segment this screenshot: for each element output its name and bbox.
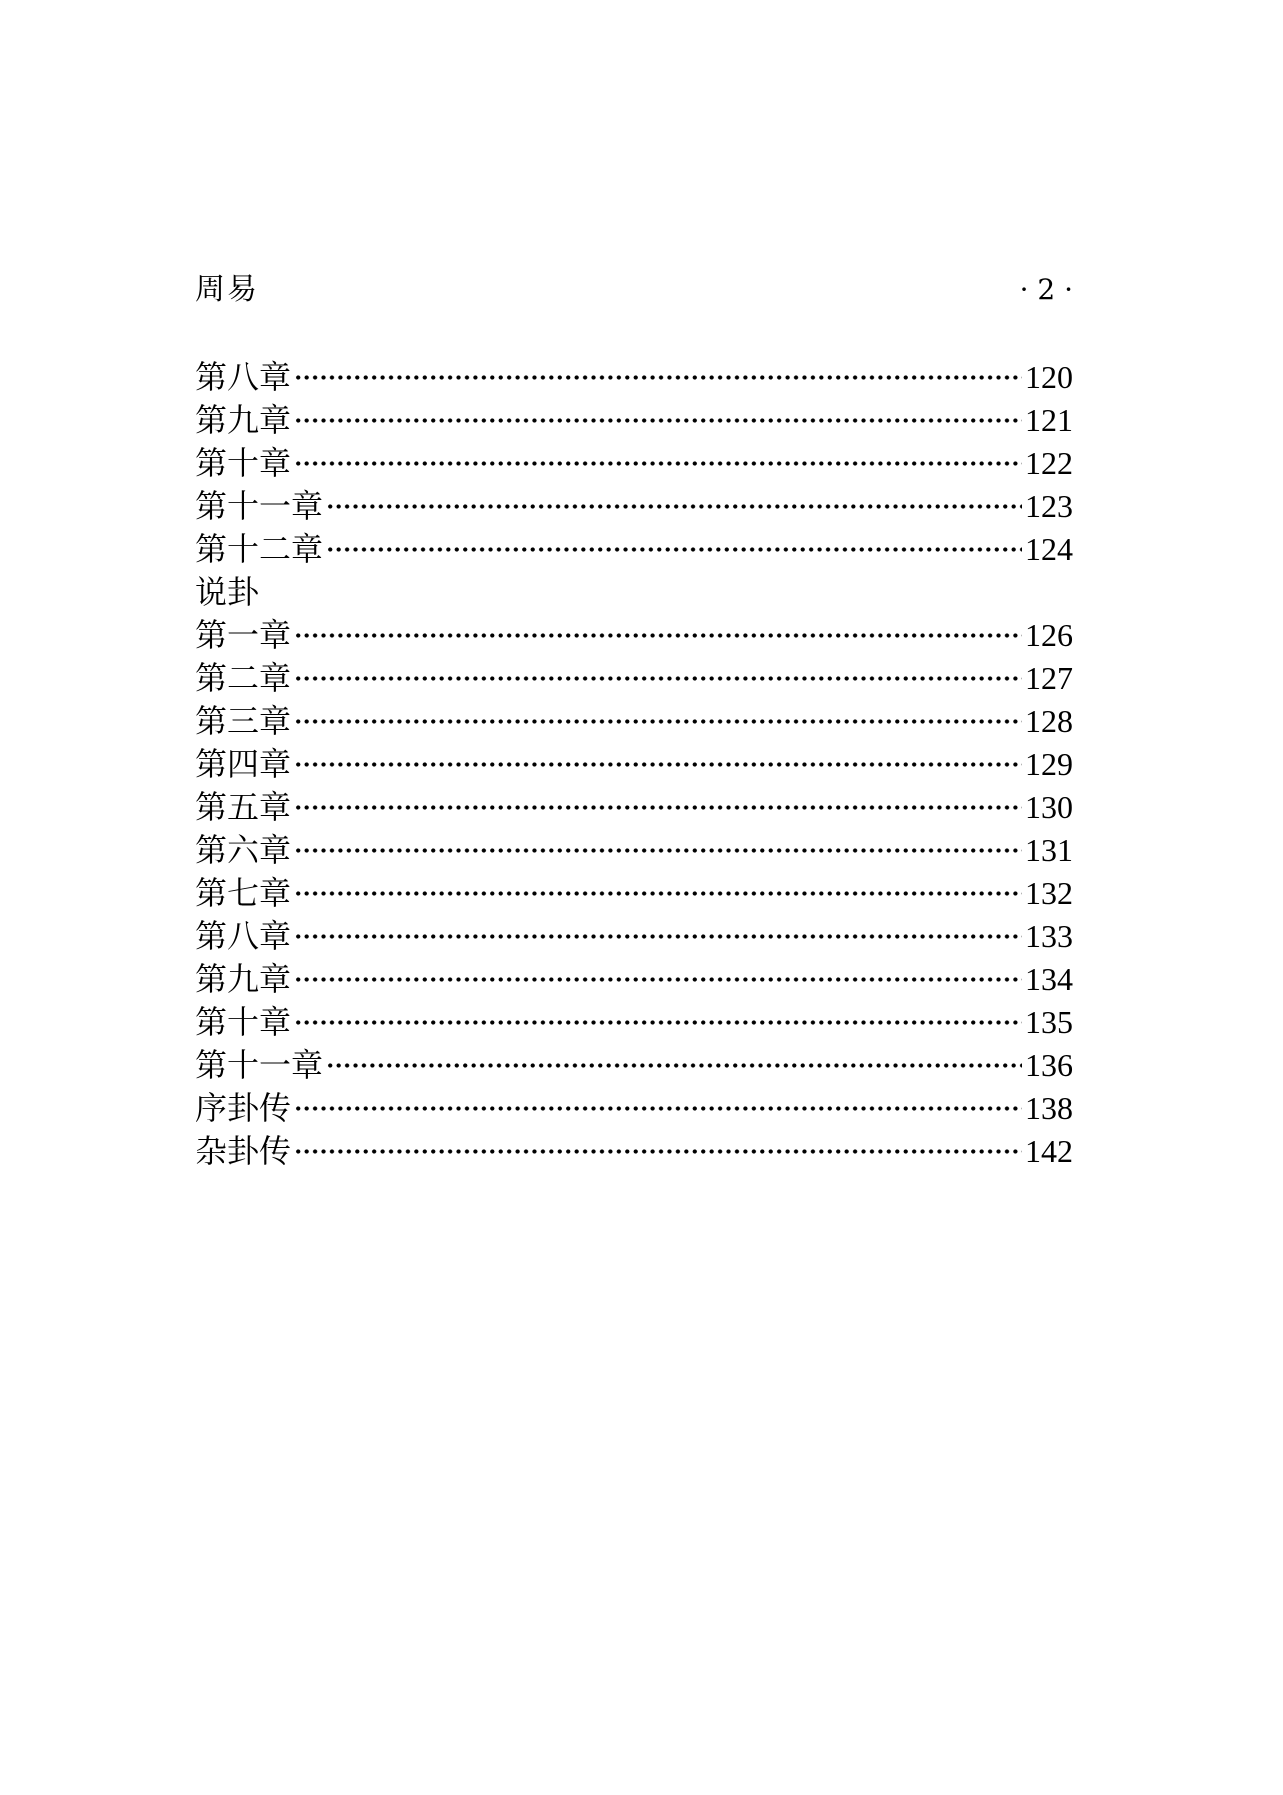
toc-entry-label: 第九章 bbox=[195, 960, 292, 998]
toc-entry-label: 第十二章 bbox=[195, 530, 324, 568]
running-header bbox=[195, 268, 1073, 312]
dot-leader bbox=[294, 700, 1022, 743]
toc-entry-page: 131 bbox=[1025, 832, 1073, 868]
toc-entry[interactable] bbox=[195, 829, 1073, 872]
toc-entry-page: 128 bbox=[1025, 703, 1073, 739]
dot-leader bbox=[294, 1130, 1022, 1173]
dot-leader bbox=[294, 614, 1022, 657]
toc-entry-label: 第五章 bbox=[195, 788, 292, 826]
toc-entry-label: 第三章 bbox=[195, 702, 292, 740]
toc-entry-label: 第八章 bbox=[195, 917, 292, 955]
toc-section-label: 说卦 bbox=[195, 573, 260, 611]
dot-leader bbox=[294, 399, 1022, 442]
toc-entry[interactable] bbox=[195, 958, 1073, 1001]
dot-leader bbox=[294, 872, 1022, 915]
toc-entry[interactable] bbox=[195, 657, 1073, 700]
dot-leader bbox=[294, 657, 1022, 700]
toc-entry-label: 第十章 bbox=[195, 444, 292, 482]
toc-entry[interactable] bbox=[195, 399, 1073, 442]
toc-entry-page: 123 bbox=[1025, 488, 1073, 524]
toc-entry-page: 130 bbox=[1025, 789, 1073, 825]
book-title: 周易 bbox=[195, 272, 259, 307]
toc-entry-page: 138 bbox=[1025, 1090, 1073, 1126]
toc-entry-page: 136 bbox=[1025, 1047, 1073, 1083]
dot-leader bbox=[326, 485, 1022, 528]
toc-entry-page: 129 bbox=[1025, 746, 1073, 782]
toc-entry[interactable] bbox=[195, 356, 1073, 399]
dot-leader bbox=[294, 786, 1022, 829]
toc-entry-label: 第一章 bbox=[195, 616, 292, 654]
toc-entry[interactable] bbox=[195, 442, 1073, 485]
dot-leader bbox=[326, 1044, 1022, 1087]
toc-entry-label: 第十章 bbox=[195, 1003, 292, 1041]
dot-leader bbox=[294, 829, 1022, 872]
toc-entry-page: 142 bbox=[1025, 1133, 1073, 1169]
dot-leader bbox=[294, 356, 1022, 399]
toc-entry-label: 第六章 bbox=[195, 831, 292, 869]
toc-entry[interactable] bbox=[195, 1130, 1073, 1173]
table-of-contents bbox=[195, 356, 1073, 1173]
toc-entry-label: 第二章 bbox=[195, 659, 292, 697]
toc-entry-label: 第十一章 bbox=[195, 1046, 324, 1084]
dot-leader bbox=[294, 915, 1022, 958]
toc-entry-page: 134 bbox=[1025, 961, 1073, 997]
toc-entry-page: 132 bbox=[1025, 875, 1073, 911]
toc-entry-label: 第七章 bbox=[195, 874, 292, 912]
page-number: · 2 · bbox=[1019, 273, 1073, 306]
dot-leader bbox=[294, 1001, 1022, 1044]
toc-entry-page: 126 bbox=[1025, 617, 1073, 653]
toc-entry-page: 127 bbox=[1025, 660, 1073, 696]
toc-section-heading[interactable] bbox=[195, 571, 1073, 614]
toc-entry[interactable] bbox=[195, 485, 1073, 528]
toc-entry-label: 序卦传 bbox=[195, 1089, 292, 1127]
toc-entry-page: 122 bbox=[1025, 445, 1073, 481]
toc-entry[interactable] bbox=[195, 1001, 1073, 1044]
toc-entry[interactable] bbox=[195, 786, 1073, 829]
toc-entry[interactable] bbox=[195, 1087, 1073, 1130]
toc-entry[interactable] bbox=[195, 700, 1073, 743]
dot-leader bbox=[326, 528, 1022, 571]
toc-entry-page: 120 bbox=[1025, 359, 1073, 395]
toc-entry-label: 第九章 bbox=[195, 401, 292, 439]
dot-leader bbox=[294, 743, 1022, 786]
toc-entry-page: 121 bbox=[1025, 402, 1073, 438]
toc-entry-label: 第十一章 bbox=[195, 487, 324, 525]
toc-entry[interactable] bbox=[195, 528, 1073, 571]
toc-entry-label: 杂卦传 bbox=[195, 1132, 292, 1170]
toc-entry-page: 124 bbox=[1025, 531, 1073, 567]
toc-entry-label: 第八章 bbox=[195, 358, 292, 396]
dot-leader bbox=[294, 442, 1022, 485]
toc-entry[interactable] bbox=[195, 743, 1073, 786]
toc-entry[interactable] bbox=[195, 915, 1073, 958]
toc-entry-label: 第四章 bbox=[195, 745, 292, 783]
dot-leader bbox=[294, 1087, 1022, 1130]
toc-entry-page: 133 bbox=[1025, 918, 1073, 954]
toc-entry[interactable] bbox=[195, 614, 1073, 657]
toc-entry-page: 135 bbox=[1025, 1004, 1073, 1040]
toc-entry[interactable] bbox=[195, 1044, 1073, 1087]
toc-entry[interactable] bbox=[195, 872, 1073, 915]
dot-leader bbox=[294, 958, 1022, 1001]
